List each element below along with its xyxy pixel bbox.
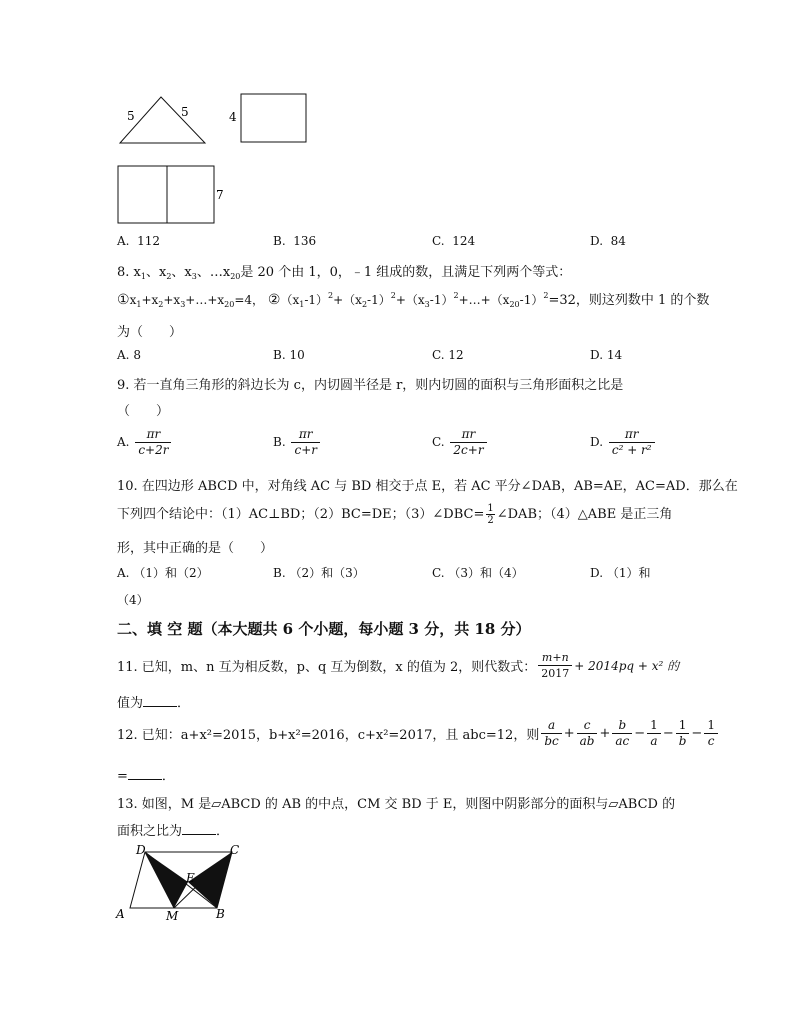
eq-part: -1） [519,293,544,307]
option-text: 10 [289,348,305,362]
denominator: a [650,734,658,748]
sub: 3 [180,300,186,309]
operator: − [691,726,703,741]
var: 、x [171,265,192,280]
sub: 1 [140,272,146,281]
fraction [538,650,572,681]
option-text: （3）和（4） [448,566,524,580]
denominator: ac [615,734,630,748]
eq-part: -1） [429,293,454,307]
label-m: M [166,909,179,923]
q12-end: ． [161,769,175,784]
numerator: b [612,718,632,734]
q13-line2 [117,820,229,839]
q10-option-d[interactable] [590,564,650,581]
fraction [609,427,655,458]
box-height-label: 7 [216,188,224,202]
eq-part: +（x [333,293,362,307]
q9-option-c[interactable] [432,427,489,458]
label-a: A [116,907,125,921]
section-title: 二、填 空 题（本大题共 6 个小题，每小题 3 分，共 18 分） [117,620,531,638]
q10-line2-b: ∠DAB；（4）△ABE 是正三角 [496,507,673,522]
answer-blank[interactable] [143,695,177,707]
numerator: 1 [647,718,661,734]
option-letter: D. [590,234,604,248]
sub: 20 [224,300,235,309]
fraction [676,718,690,749]
eq-part: =4， [234,293,265,307]
denominator: c [707,734,715,748]
option-letter: A. [117,234,130,248]
sub: 1 [299,300,305,309]
option-letter: C. [432,348,445,362]
fraction [541,718,561,749]
option-text: （1）和（2） [133,566,209,580]
numerator: 1 [676,718,690,734]
rect-height-label: 4 [229,110,237,124]
eq-part: -1） [367,293,391,307]
q8-vars [134,265,241,280]
q7-option-d[interactable] [590,234,626,248]
option-letter: B. [273,566,286,580]
eq-part: （x [280,293,300,307]
q10-line3: 形，其中正确的是（ ） [117,541,274,556]
q8-line1 [117,261,571,281]
numerator: πr [609,427,655,443]
q9-option-b[interactable] [273,427,322,458]
option-text: 112 [137,234,161,248]
box-shape [118,166,214,223]
q10-line1: 10. 在四边形 ABCD 中，对角线 AC 与 BD 相交于点 E，若 AC 平分∠DAB，AB=AE，AC=AD．那么在 [117,479,738,494]
denominator: ab [579,734,595,748]
sub: 3 [191,272,197,281]
eq-part: +（x [395,293,425,307]
sub: 3 [424,300,430,309]
option-text: 124 [452,234,476,248]
sup: 2 [453,291,459,300]
operator: − [662,726,674,741]
label-b: B [216,907,225,921]
label-e: E [186,871,195,885]
q10-option-a[interactable] [117,564,209,581]
q9-option-d[interactable] [590,427,657,458]
fraction [450,427,486,458]
tri-right-label: 5 [181,105,189,119]
q7-option-b[interactable] [273,234,316,248]
q8-line3: 为（ ） [117,325,183,340]
sub: 2 [158,300,164,309]
option-letter: A. [117,348,130,362]
q13-end: ． [216,824,230,839]
option-text: 8 [133,348,141,362]
q9-option-a[interactable] [117,427,173,458]
denominator: c² + r² [611,443,652,457]
q11-label: 值为 [117,696,144,711]
q8-option-d[interactable] [590,348,622,362]
label-c: C [230,843,240,857]
sub: 2 [166,272,172,281]
q12-line1 [117,718,720,749]
rectangle-shape [241,94,306,142]
sup: 2 [390,291,396,300]
q12-text: 12. 已知：a+x²=2015，b+x²=2016，c+x²=2017，且 abc=12，则 [117,728,540,743]
eq-part: +x [141,293,159,307]
sup: 2 [543,291,549,300]
denominator: b [678,734,687,748]
q12-eq: = [117,769,128,784]
operator: − [634,726,646,741]
eq-part: +…+（x [458,293,510,307]
numerator: πr [135,427,171,443]
q10-line2-a: 下列四个结论中：（1）AC⊥BD；（2）BC=DE；（3）∠DBC= [117,507,485,522]
q11-text: 11. 已知，m、n 互为相反数，p、q 互为倒数，x 的值为 2，则代数式： [117,660,537,675]
answer-blank[interactable] [128,768,162,780]
option-letter: D. [590,435,604,449]
option-letter: C. [432,566,445,580]
numerator: πr [450,427,486,443]
fraction [647,718,661,749]
q12-line2 [117,765,175,784]
fraction [135,427,171,458]
fraction [577,718,598,749]
numerator: 1 [704,718,718,734]
sup: 2 [328,291,334,300]
q8-option-c[interactable] [432,348,464,362]
option-text: 84 [610,234,626,248]
fraction [612,718,632,749]
option-text: （1）和 [606,566,651,580]
option-text: （2）和（3） [289,566,365,580]
eq-part: +…+x [185,293,225,307]
option-letter: A. [117,566,130,580]
sub: 1 [136,300,142,309]
eq-part: +x [163,293,181,307]
option-letter: D. [590,566,604,580]
sub: 2 [361,300,368,309]
denominator: 2 [487,515,494,526]
q11-tail: + 2014pq + x² 的 [574,659,680,673]
fraction [291,427,320,458]
answer-blank[interactable] [182,823,216,835]
numerator: a [541,718,561,734]
eq-part: x [129,293,137,307]
option-letter: C. [432,234,445,248]
option-letter: A. [117,435,130,449]
q7-box-figure [115,163,235,227]
denominator: 2c+r [453,443,484,457]
sub: 20 [230,272,241,281]
denominator: c+r [294,443,317,457]
option-text: 12 [448,348,464,362]
eq-part: =32，则这列数中 1 的个数 [548,293,710,308]
q9-stem: 9. 若一直角三角形的斜边长为 c，内切圆半径是 r，则内切圆的面积与三角形面积之比是 [117,378,624,393]
q10-option-d-wrap: （4） [117,593,149,607]
q10-option-c[interactable] [432,564,524,581]
denominator: c+2r [138,443,169,457]
option-text: 136 [293,234,317,248]
q13-line1: 13. 如图，M 是▱ABCD 的 AB 的中点，CM 交 BD 于 E，则图中阴影部分的面积与▱ABCD 的 [117,797,676,812]
numerator: 1 [487,503,494,514]
q7-triangle-figure [115,90,215,150]
q8-option-a[interactable] [117,348,141,362]
denominator: bc [544,734,559,748]
option-letter: D. [590,348,604,362]
q7-option-c[interactable] [432,234,475,248]
q13-label: 面积之比为 [117,824,183,839]
denominator: 2017 [541,667,570,680]
sub: 20 [509,300,520,309]
var: x [133,265,141,280]
numerator: c [577,718,598,734]
q11-line1 [117,650,679,681]
label-d: D [136,843,146,857]
parallelogram-figure [112,842,262,924]
q7-option-a[interactable] [117,234,160,248]
eq-part: -1） [304,293,329,307]
option-letter: B. [273,348,286,362]
option-letter: B. [273,435,286,449]
q11-end: ． [177,696,191,711]
option-letter: B. [273,234,286,248]
tri-left-label: 5 [127,109,135,123]
q8-option-b[interactable] [273,348,305,362]
var: 、…x [196,265,231,280]
numerator: πr [291,427,320,443]
numerator: m+n [538,650,572,666]
operator: + [599,726,611,741]
q10-option-b[interactable] [273,564,365,581]
circle-one: ① [117,292,130,308]
q7-rectangle-figure [226,90,316,150]
option-letter: C. [432,435,445,449]
q10-line2 [117,503,672,526]
question-number: 8. [117,265,130,280]
q8-line2 [117,289,709,309]
q9-paren: （ ） [117,404,170,419]
option-text: 14 [606,348,623,362]
q11-line2 [117,692,190,711]
var: 、x [145,265,167,280]
circle-two: ② [267,292,281,308]
operator: + [563,726,575,741]
fraction [704,718,718,749]
q8-intro: 是 20 个由 1，0，﹣1 组成的数，且满足下列两个等式： [240,265,572,280]
half-fraction [486,503,494,526]
